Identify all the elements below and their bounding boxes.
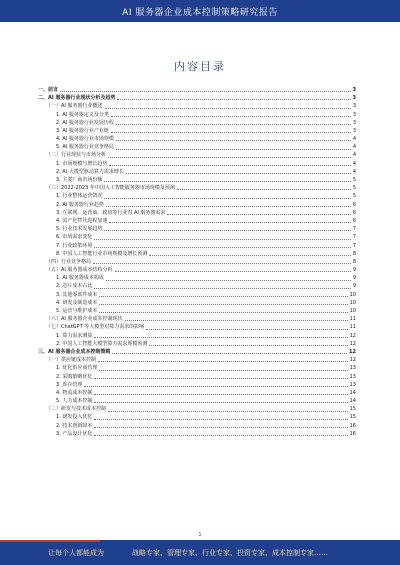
toc-leader-dots [106,206,351,207]
toc-entry-page: 4 [352,168,356,175]
toc-entry-title: 1. AI 服务器定义及分类 [56,111,109,118]
toc-leader-dots [94,239,350,240]
toc-entry-page: 4 [352,152,356,159]
toc-entry-title: （七）ChatGPT 等大模型对算力需求的影响 [46,324,145,331]
toc-entry-title: 2. AI 大模型驱动算力需求增长 [56,168,124,175]
toc-leader-dots [106,280,351,281]
toc-leader-dots [94,378,347,379]
toc-entry-title: 二、AI 服务器行业现状分析及趋势 [38,95,116,102]
toc-leader-dots [111,116,351,117]
toc-entry-page: 7 [352,242,356,249]
toc-entry-page: 13 [349,365,356,372]
toc-entry-title: 3. 互联网、运营商、政府等行业对 AI 服务器需求 [56,209,166,216]
toc-leader-dots [94,337,347,338]
toc-entry[interactable] [38,389,356,397]
toc-entry-page: 16 [349,430,356,437]
toc-entry[interactable] [38,397,356,405]
toc-entry[interactable] [38,233,356,241]
toc-leader-dots [104,181,350,182]
toc-leader-dots [99,296,347,297]
toc-entry[interactable] [38,323,356,331]
toc-entry-page: 15 [349,406,356,413]
toc-entry-page: 15 [349,414,356,421]
table-of-contents [38,86,356,438]
toc-entry-title: 2. AI 服务器行业发展历程 [56,119,114,126]
toc-entry-page: 12 [349,340,356,347]
page-footer [0,540,400,565]
toc-entry[interactable] [38,405,356,413]
page-number: 1 [198,532,202,538]
toc-entry[interactable] [38,168,356,176]
toc-entry[interactable] [38,119,356,127]
toc-entry-title: 7. 行业政策环境 [56,242,93,249]
toc-entry[interactable] [38,430,356,438]
toc-entry[interactable] [38,94,356,102]
toc-entry-page: 5 [352,185,356,192]
toc-entry[interactable] [38,332,356,340]
toc-entry[interactable] [38,258,356,266]
toc-entry-title: 2. 中国人工智能大模型算力需求规模预测 [56,340,148,347]
toc-leader-dots [99,312,347,313]
toc-leader-dots [112,353,347,354]
toc-heading: 内容目录 [174,60,226,73]
toc-entry-page: 5 [352,193,356,200]
toc-entry-page: 16 [349,422,356,429]
toc-entry-title: （四）行业竞争格局 [46,258,92,265]
toc-leader-dots [104,230,350,231]
toc-entry-title: 2. 采购策略优化 [56,373,93,380]
toc-entry[interactable] [38,356,356,364]
toc-entry[interactable] [38,291,356,299]
toc-entry-page: 9 [352,283,356,290]
toc-entry-title: 6. 市场需求变化 [56,234,93,241]
toc-leader-dots [116,124,351,125]
toc-entry-title: 3. 主要厂商市场份额 [56,177,103,184]
toc-entry-title: 3. 其他零部件成本 [56,291,98,298]
toc-entry-page: 3 [352,103,356,110]
toc-leader-dots [149,255,350,256]
toc-leader-dots [111,132,351,133]
toc-leader-dots [149,345,347,346]
toc-entry[interactable] [38,364,356,372]
toc-entry-page: 3 [352,119,356,126]
toc-entry-page: 10 [349,291,356,298]
toc-entry-title: 2. AI 服务器行业趋势 [56,201,104,208]
toc-leader-dots [115,271,351,272]
toc-entry[interactable] [38,102,356,110]
toc-entry-page: 4 [352,160,356,167]
toc-entry[interactable] [38,111,356,119]
toc-leader-dots [99,304,347,305]
toc-entry[interactable] [38,381,356,389]
page-header [0,0,400,22]
toc-entry-title: （二）行业现状与市场分析 [46,152,107,159]
toc-entry[interactable] [38,192,356,200]
toc-leader-dots [116,149,351,150]
toc-entry-page: 6 [352,201,356,208]
toc-entry[interactable] [38,217,356,225]
toc-entry[interactable] [38,201,356,209]
toc-entry-page: 9 [352,275,356,282]
toc-entry[interactable] [38,152,356,160]
toc-entry-page: 10 [349,308,356,315]
toc-entry-title: 4. 国产化替代进程加速 [56,217,108,224]
toc-entry[interactable] [38,160,356,168]
toc-entry-page: 8 [352,250,356,257]
toc-entry[interactable] [38,414,356,422]
report-title: AI 服务器企业成本控制策略研究报告 [122,7,278,18]
toc-leader-dots [104,198,350,199]
toc-entry-page: 11 [349,316,356,323]
toc-entry[interactable] [38,209,356,217]
toc-entry-title: 1. 优化供应商管理 [56,365,98,372]
toc-leader-dots [116,140,351,141]
toc-leader-dots [84,386,347,387]
toc-entry-title: 5. 运营与维护成本 [56,308,98,315]
toc-entry-title: （一）AI 服务器行业概述 [46,103,103,110]
toc-entry-page: 3 [352,111,356,118]
toc-entry-title: 2. 技术创新降本 [56,422,93,429]
toc-entry-title: 2. 芯片成本占比 [56,283,93,290]
toc-entry[interactable] [38,340,356,348]
toc-leader-dots [94,394,347,395]
toc-entry-page: 6 [352,209,356,216]
toc-entry[interactable] [38,86,356,94]
toc-entry-title: 8. 中国人工智能行业市场规模及增长预测 [56,250,148,257]
toc-entry[interactable] [38,135,356,143]
toc-entry-title: 5. 人力成本控制 [56,398,93,405]
toc-leader-dots [117,99,350,100]
toc-entry[interactable] [38,373,356,381]
toc-entry-title: 1. 研发投入优化 [56,414,93,421]
toc-entry[interactable] [38,299,356,307]
toc-entry-title: 1. AI 服务器成本构成 [56,275,104,282]
toc-leader-dots [108,157,351,158]
toc-entry-title: 3. 产品设计优化 [56,430,93,437]
toc-entry[interactable] [38,127,356,135]
toc-leader-dots [94,435,347,436]
toc-entry-title: 1. 算力需求测算 [56,332,93,339]
toc-entry[interactable] [38,348,356,356]
toc-entry[interactable] [38,266,356,274]
toc-entry[interactable] [38,315,356,323]
toc-leader-dots [93,263,351,264]
toc-leader-dots [94,427,347,428]
toc-entry-page: 10 [349,299,356,306]
toc-entry-page: 4 [352,136,356,143]
toc-leader-dots [108,411,348,412]
toc-entry[interactable] [38,283,356,291]
toc-entry-title: 3. 库存管理 [56,381,83,388]
toc-entry-title: （一）供应链成本控制 [46,357,97,364]
toc-leader-dots [98,361,348,362]
toc-entry-title: 1. 市场规模与增长趋势 [56,160,108,167]
toc-entry[interactable] [38,250,356,258]
toc-leader-dots [126,173,351,174]
toc-entry-title: 一、前言 [38,86,59,93]
toc-leader-dots [105,108,351,109]
toc-leader-dots [94,247,350,248]
toc-entry-page: 8 [352,258,356,265]
toc-entry-title: 1. 行业整体运营情况 [56,193,103,200]
toc-leader-dots [146,329,347,330]
toc-entry-page: 13 [349,381,356,388]
toc-entry-page: 6 [352,217,356,224]
toc-entry[interactable] [38,143,356,151]
toc-entry-title: （六）AI 服务器企业成本控制现状 [46,316,123,323]
toc-leader-dots [94,402,347,403]
footer-slogan: 让每个人都能成为 [48,549,104,557]
toc-leader-dots [99,370,347,371]
toc-entry-page: 7 [352,226,356,233]
toc-entry-title: （二）研发与技术成本控制 [46,406,107,413]
footer-tagline: 战略专家、管理专家、行业专家、投资专家、成本控制专家…… [132,549,328,557]
toc-entry-page: 12 [349,348,356,355]
toc-leader-dots [177,189,351,190]
toc-entry-title: （三）2022-2023 年中国人工智能服务器市场规模及预测 [46,185,175,192]
toc-entry[interactable] [38,184,356,192]
toc-leader-dots [94,288,350,289]
toc-entry[interactable] [38,307,356,315]
toc-entry-page: 14 [349,389,356,396]
toc-entry-page: 3 [352,95,356,102]
toc-entry[interactable] [38,422,356,430]
toc-entry-page: 5 [352,177,356,184]
toc-entry[interactable] [38,242,356,250]
toc-leader-dots [167,214,350,215]
toc-entry[interactable] [38,225,356,233]
toc-entry-title: 4. AI 服务器行业市场规模 [56,136,114,143]
toc-entry-title: 5. AI 服务器行业竞争格局 [56,144,114,151]
toc-entry-title: 5. 行业技术发展趋势 [56,226,103,233]
toc-entry-page: 7 [352,234,356,241]
toc-entry-title: （五）AI 服务器成本结构分析 [46,267,113,274]
toc-entry-page: 3 [352,127,356,134]
toc-entry-title: 4. 物流成本控制 [56,389,93,396]
toc-entry-title: 三、AI 服务器企业成本控制策略 [38,348,111,355]
toc-entry-title: 3. AI 服务器行业产业链 [56,127,109,134]
toc-entry-page: 4 [352,144,356,151]
toc-entry-page: 12 [349,357,356,364]
toc-entry-page: 11 [349,324,356,331]
toc-leader-dots [109,222,350,223]
toc-entry-title: 4. 研发及制造成本 [56,299,98,306]
toc-entry-page: 12 [349,332,356,339]
toc-entry-page: 9 [352,267,356,274]
toc-entry-page: 13 [349,373,356,380]
toc-entry-page: 14 [349,398,356,405]
toc-leader-dots [109,165,350,166]
toc-leader-dots [125,320,348,321]
toc-leader-dots [60,91,351,92]
toc-entry[interactable] [38,176,356,184]
footer-accent-bar [0,540,100,542]
toc-entry[interactable] [38,274,356,282]
toc-entry-page: 3 [352,86,356,93]
toc-leader-dots [94,419,347,420]
